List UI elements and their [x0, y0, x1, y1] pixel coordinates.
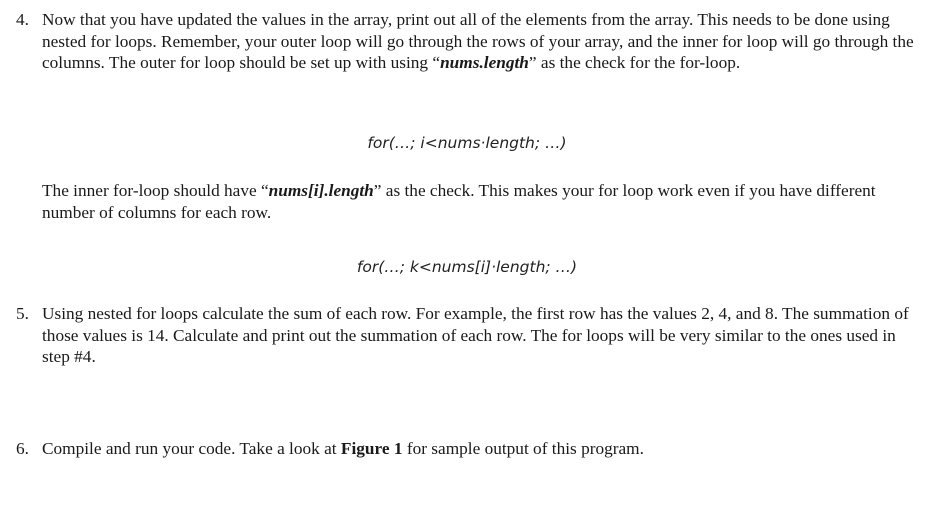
- step-4-text-before: Now that you have updated the values in the array, print out all of the elements from the array. This needs to be done using nested for loops. Remember, your outer loop will go through the rows of your array, and the inner for loop will go through the columns. The outer for loop should be set up with using “: [42, 10, 914, 72]
- step-6-text-after: for sample output of this program.: [402, 439, 644, 458]
- step-4-text: [42, 9, 916, 74]
- step-6-text: [42, 438, 916, 460]
- step-4: [16, 9, 916, 74]
- step-4-number: 4.: [16, 10, 29, 29]
- step-4-emphasis: nums.length: [440, 53, 529, 72]
- step-5-number: 5.: [16, 304, 29, 323]
- step-5: [16, 303, 916, 368]
- step-6-text-before: Compile and run your code. Take a look at: [42, 439, 341, 458]
- step-4-text-after: ” as the check for the for-loop.: [528, 53, 741, 72]
- code-snippet-inner-loop: for(…; k<nums[i]·length; …): [356, 258, 578, 276]
- step-5-text: Using nested for loops calculate the sum of each row. For example, the first row has the values 2, 4, and 8. The summation of those values is 14. Calculate and print out the summation of each row. The for loops will be very similar to the ones used in step #4.: [42, 304, 909, 366]
- code-snippet-outer-loop: for(…; i<nums·length; …): [367, 134, 567, 152]
- inner-loop-emphasis: nums[i].length: [268, 181, 374, 200]
- inner-loop-text-before: The inner for-loop should have “: [42, 181, 269, 200]
- step-6-number: 6.: [16, 439, 29, 458]
- inner-loop-paragraph: [42, 180, 912, 223]
- inner-loop-text-after: ” as the check. This makes your for loop work even if you have different number of columns for each row.: [42, 181, 876, 222]
- figure-reference: Figure 1: [340, 439, 403, 458]
- step-6: [16, 438, 916, 460]
